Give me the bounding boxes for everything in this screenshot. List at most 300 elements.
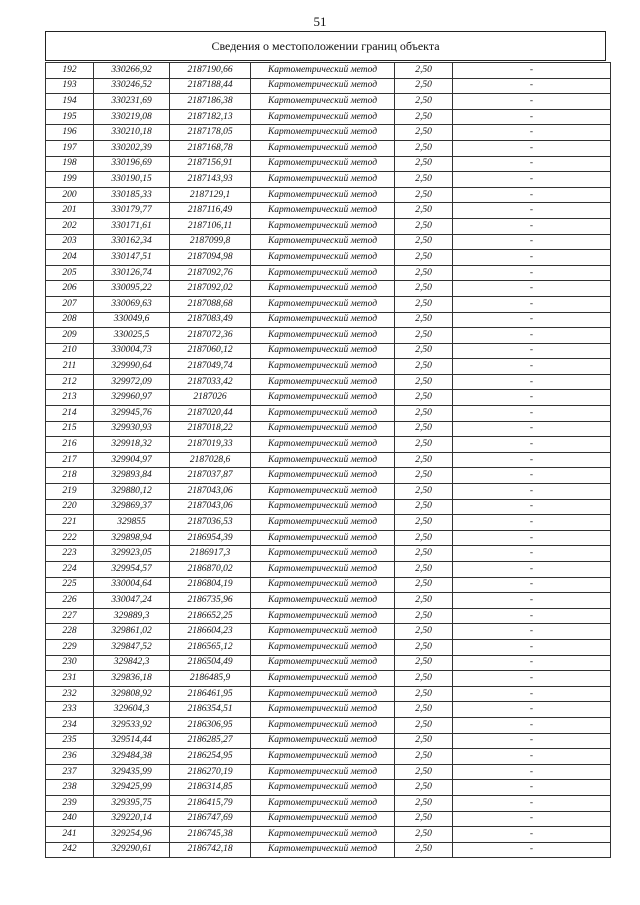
accuracy-cell: 2,50	[395, 639, 453, 655]
y-coordinate-cell: 2187083,49	[170, 312, 251, 328]
description-cell: -	[453, 842, 611, 858]
method-cell: Картометрический метод	[251, 671, 395, 687]
table-row	[46, 359, 611, 375]
accuracy-cell: 2,50	[395, 218, 453, 234]
description-cell: -	[453, 187, 611, 203]
table-row	[46, 437, 611, 453]
y-coordinate-cell: 2187190,66	[170, 63, 251, 79]
y-coordinate-cell: 2186354,51	[170, 702, 251, 718]
y-coordinate-cell: 2186504,49	[170, 655, 251, 671]
point-number-cell: 219	[46, 484, 94, 500]
x-coordinate-cell: 330231,69	[94, 94, 170, 110]
y-coordinate-cell: 2186565,12	[170, 639, 251, 655]
method-cell: Картометрический метод	[251, 78, 395, 94]
accuracy-cell: 2,50	[395, 655, 453, 671]
point-number-cell: 229	[46, 639, 94, 655]
table-row	[46, 281, 611, 297]
accuracy-cell: 2,50	[395, 577, 453, 593]
table-row	[46, 250, 611, 266]
description-cell: -	[453, 250, 611, 266]
table-row	[46, 265, 611, 281]
y-coordinate-cell: 2186314,85	[170, 780, 251, 796]
y-coordinate-cell: 2187168,78	[170, 140, 251, 156]
accuracy-cell: 2,50	[395, 312, 453, 328]
table-row	[46, 577, 611, 593]
y-coordinate-cell: 2187028,6	[170, 452, 251, 468]
accuracy-cell: 2,50	[395, 749, 453, 765]
accuracy-cell: 2,50	[395, 390, 453, 406]
method-cell: Картометрический метод	[251, 234, 395, 250]
method-cell: Картометрический метод	[251, 827, 395, 843]
accuracy-cell: 2,50	[395, 437, 453, 453]
point-number-cell: 236	[46, 749, 94, 765]
description-cell: -	[453, 733, 611, 749]
x-coordinate-cell: 329484,38	[94, 749, 170, 765]
table-row	[46, 515, 611, 531]
coordinates-table	[45, 62, 611, 858]
description-cell: -	[453, 63, 611, 79]
point-number-cell: 204	[46, 250, 94, 266]
point-number-cell: 208	[46, 312, 94, 328]
table-row	[46, 156, 611, 172]
table-row	[46, 733, 611, 749]
y-coordinate-cell: 2186652,25	[170, 608, 251, 624]
method-cell: Картометрический метод	[251, 780, 395, 796]
accuracy-cell: 2,50	[395, 733, 453, 749]
x-coordinate-cell: 330266,92	[94, 63, 170, 79]
accuracy-cell: 2,50	[395, 686, 453, 702]
point-number-cell: 231	[46, 671, 94, 687]
accuracy-cell: 2,50	[395, 546, 453, 562]
description-cell: -	[453, 125, 611, 141]
table-row	[46, 749, 611, 765]
method-cell: Картометрический метод	[251, 421, 395, 437]
point-number-cell: 221	[46, 515, 94, 531]
description-cell: -	[453, 265, 611, 281]
point-number-cell: 237	[46, 764, 94, 780]
method-cell: Картометрический метод	[251, 686, 395, 702]
point-number-cell: 197	[46, 140, 94, 156]
x-coordinate-cell: 329898,94	[94, 530, 170, 546]
description-cell: -	[453, 109, 611, 125]
description-cell: -	[453, 140, 611, 156]
y-coordinate-cell: 2186254,95	[170, 749, 251, 765]
method-cell: Картометрический метод	[251, 390, 395, 406]
method-cell: Картометрический метод	[251, 468, 395, 484]
accuracy-cell: 2,50	[395, 296, 453, 312]
accuracy-cell: 2,50	[395, 94, 453, 110]
description-cell: -	[453, 577, 611, 593]
y-coordinate-cell: 2187072,36	[170, 328, 251, 344]
x-coordinate-cell: 330047,24	[94, 593, 170, 609]
description-cell: -	[453, 328, 611, 344]
y-coordinate-cell: 2186461,95	[170, 686, 251, 702]
method-cell: Картометрический метод	[251, 187, 395, 203]
accuracy-cell: 2,50	[395, 530, 453, 546]
y-coordinate-cell: 2187143,93	[170, 172, 251, 188]
x-coordinate-cell: 329893,84	[94, 468, 170, 484]
table-row	[46, 764, 611, 780]
point-number-cell: 228	[46, 624, 94, 640]
method-cell: Картометрический метод	[251, 842, 395, 858]
point-number-cell: 207	[46, 296, 94, 312]
x-coordinate-cell: 330202,39	[94, 140, 170, 156]
method-cell: Картометрический метод	[251, 764, 395, 780]
point-number-cell: 232	[46, 686, 94, 702]
point-number-cell: 241	[46, 827, 94, 843]
x-coordinate-cell: 329861,02	[94, 624, 170, 640]
x-coordinate-cell: 329923,05	[94, 546, 170, 562]
description-cell: -	[453, 608, 611, 624]
point-number-cell: 213	[46, 390, 94, 406]
description-cell: -	[453, 717, 611, 733]
y-coordinate-cell: 2187106,11	[170, 218, 251, 234]
point-number-cell: 198	[46, 156, 94, 172]
description-cell: -	[453, 421, 611, 437]
description-cell: -	[453, 671, 611, 687]
point-number-cell: 201	[46, 203, 94, 219]
section-title: Сведения о местоположении границ объекта	[45, 31, 606, 61]
accuracy-cell: 2,50	[395, 842, 453, 858]
point-number-cell: 194	[46, 94, 94, 110]
table-row	[46, 686, 611, 702]
x-coordinate-cell: 329869,37	[94, 499, 170, 515]
table-row	[46, 140, 611, 156]
point-number-cell: 223	[46, 546, 94, 562]
description-cell: -	[453, 218, 611, 234]
description-cell: -	[453, 764, 611, 780]
y-coordinate-cell: 2186870,02	[170, 562, 251, 578]
description-cell: -	[453, 624, 611, 640]
accuracy-cell: 2,50	[395, 203, 453, 219]
description-cell: -	[453, 749, 611, 765]
method-cell: Картометрический метод	[251, 359, 395, 375]
y-coordinate-cell: 2187182,13	[170, 109, 251, 125]
point-number-cell: 242	[46, 842, 94, 858]
point-number-cell: 239	[46, 795, 94, 811]
x-coordinate-cell: 329604,3	[94, 702, 170, 718]
y-coordinate-cell: 2186604,23	[170, 624, 251, 640]
table-row	[46, 842, 611, 858]
method-cell: Картометрический метод	[251, 343, 395, 359]
table-row	[46, 390, 611, 406]
point-number-cell: 217	[46, 452, 94, 468]
table-row	[46, 546, 611, 562]
x-coordinate-cell: 330004,64	[94, 577, 170, 593]
x-coordinate-cell: 330049,6	[94, 312, 170, 328]
accuracy-cell: 2,50	[395, 78, 453, 94]
y-coordinate-cell: 2186954,39	[170, 530, 251, 546]
description-cell: -	[453, 639, 611, 655]
description-cell: -	[453, 281, 611, 297]
x-coordinate-cell: 330190,15	[94, 172, 170, 188]
accuracy-cell: 2,50	[395, 484, 453, 500]
accuracy-cell: 2,50	[395, 140, 453, 156]
table-row	[46, 343, 611, 359]
accuracy-cell: 2,50	[395, 795, 453, 811]
point-number-cell: 195	[46, 109, 94, 125]
method-cell: Картометрический метод	[251, 156, 395, 172]
x-coordinate-cell: 330004,73	[94, 343, 170, 359]
point-number-cell: 203	[46, 234, 94, 250]
method-cell: Картометрический метод	[251, 63, 395, 79]
x-coordinate-cell: 329425,99	[94, 780, 170, 796]
description-cell: -	[453, 686, 611, 702]
point-number-cell: 214	[46, 406, 94, 422]
y-coordinate-cell: 2187092,76	[170, 265, 251, 281]
method-cell: Картометрический метод	[251, 452, 395, 468]
description-cell: -	[453, 484, 611, 500]
y-coordinate-cell: 2186745,38	[170, 827, 251, 843]
x-coordinate-cell: 330095,22	[94, 281, 170, 297]
method-cell: Картометрический метод	[251, 624, 395, 640]
table-row	[46, 374, 611, 390]
point-number-cell: 218	[46, 468, 94, 484]
method-cell: Картометрический метод	[251, 172, 395, 188]
y-coordinate-cell: 2187036,53	[170, 515, 251, 531]
x-coordinate-cell: 330162,34	[94, 234, 170, 250]
point-number-cell: 199	[46, 172, 94, 188]
description-cell: -	[453, 296, 611, 312]
accuracy-cell: 2,50	[395, 406, 453, 422]
x-coordinate-cell: 330179,77	[94, 203, 170, 219]
method-cell: Картометрический метод	[251, 484, 395, 500]
method-cell: Картометрический метод	[251, 499, 395, 515]
accuracy-cell: 2,50	[395, 468, 453, 484]
method-cell: Картометрический метод	[251, 203, 395, 219]
method-cell: Картометрический метод	[251, 140, 395, 156]
y-coordinate-cell: 2187043,06	[170, 499, 251, 515]
method-cell: Картометрический метод	[251, 406, 395, 422]
method-cell: Картометрический метод	[251, 94, 395, 110]
y-coordinate-cell: 2187156,91	[170, 156, 251, 172]
accuracy-cell: 2,50	[395, 172, 453, 188]
description-cell: -	[453, 234, 611, 250]
table-row	[46, 125, 611, 141]
point-number-cell: 196	[46, 125, 94, 141]
y-coordinate-cell: 2187094,98	[170, 250, 251, 266]
x-coordinate-cell: 329855	[94, 515, 170, 531]
method-cell: Картометрический метод	[251, 109, 395, 125]
y-coordinate-cell: 2187060,12	[170, 343, 251, 359]
accuracy-cell: 2,50	[395, 452, 453, 468]
method-cell: Картометрический метод	[251, 515, 395, 531]
table-row	[46, 63, 611, 79]
accuracy-cell: 2,50	[395, 281, 453, 297]
y-coordinate-cell: 2187092,02	[170, 281, 251, 297]
table-row	[46, 608, 611, 624]
y-coordinate-cell: 2187018,22	[170, 421, 251, 437]
x-coordinate-cell: 329220,14	[94, 811, 170, 827]
method-cell: Картометрический метод	[251, 702, 395, 718]
description-cell: -	[453, 499, 611, 515]
y-coordinate-cell: 2187099,8	[170, 234, 251, 250]
table-row	[46, 172, 611, 188]
x-coordinate-cell: 329889,3	[94, 608, 170, 624]
accuracy-cell: 2,50	[395, 187, 453, 203]
table-row	[46, 109, 611, 125]
description-cell: -	[453, 156, 611, 172]
boundary-section	[45, 31, 606, 858]
description-cell: -	[453, 390, 611, 406]
point-number-cell: 225	[46, 577, 94, 593]
table-row	[46, 811, 611, 827]
point-number-cell: 200	[46, 187, 94, 203]
method-cell: Картометрический метод	[251, 562, 395, 578]
description-cell: -	[453, 172, 611, 188]
table-row	[46, 312, 611, 328]
description-cell: -	[453, 468, 611, 484]
table-row	[46, 795, 611, 811]
x-coordinate-cell: 329842,3	[94, 655, 170, 671]
coordinates-table-body	[46, 63, 611, 858]
table-row	[46, 624, 611, 640]
y-coordinate-cell: 2187019,33	[170, 437, 251, 453]
description-cell: -	[453, 312, 611, 328]
accuracy-cell: 2,50	[395, 234, 453, 250]
table-row	[46, 406, 611, 422]
y-coordinate-cell: 2187037,87	[170, 468, 251, 484]
point-number-cell: 212	[46, 374, 94, 390]
description-cell: -	[453, 374, 611, 390]
description-cell: -	[453, 546, 611, 562]
y-coordinate-cell: 2187129,1	[170, 187, 251, 203]
accuracy-cell: 2,50	[395, 811, 453, 827]
x-coordinate-cell: 330196,69	[94, 156, 170, 172]
accuracy-cell: 2,50	[395, 156, 453, 172]
x-coordinate-cell: 330069,63	[94, 296, 170, 312]
method-cell: Картометрический метод	[251, 795, 395, 811]
description-cell: -	[453, 343, 611, 359]
point-number-cell: 235	[46, 733, 94, 749]
x-coordinate-cell: 330171,61	[94, 218, 170, 234]
description-cell: -	[453, 593, 611, 609]
method-cell: Картометрический метод	[251, 811, 395, 827]
method-cell: Картометрический метод	[251, 733, 395, 749]
method-cell: Картометрический метод	[251, 250, 395, 266]
x-coordinate-cell: 329880,12	[94, 484, 170, 500]
point-number-cell: 210	[46, 343, 94, 359]
page-number: 51	[313, 14, 327, 29]
point-number-cell: 192	[46, 63, 94, 79]
accuracy-cell: 2,50	[395, 250, 453, 266]
description-cell: -	[453, 78, 611, 94]
method-cell: Картометрический метод	[251, 312, 395, 328]
table-row	[46, 78, 611, 94]
x-coordinate-cell: 329847,52	[94, 639, 170, 655]
table-row	[46, 562, 611, 578]
table-row	[46, 827, 611, 843]
x-coordinate-cell: 329533,92	[94, 717, 170, 733]
table-row	[46, 94, 611, 110]
x-coordinate-cell: 329514,44	[94, 733, 170, 749]
table-row	[46, 702, 611, 718]
y-coordinate-cell: 2186415,79	[170, 795, 251, 811]
x-coordinate-cell: 329254,96	[94, 827, 170, 843]
accuracy-cell: 2,50	[395, 624, 453, 640]
description-cell: -	[453, 795, 611, 811]
accuracy-cell: 2,50	[395, 328, 453, 344]
y-coordinate-cell: 2187049,74	[170, 359, 251, 375]
description-cell: -	[453, 406, 611, 422]
point-number-cell: 234	[46, 717, 94, 733]
table-row	[46, 421, 611, 437]
method-cell: Картометрический метод	[251, 608, 395, 624]
point-number-cell: 224	[46, 562, 94, 578]
accuracy-cell: 2,50	[395, 421, 453, 437]
description-cell: -	[453, 655, 611, 671]
description-cell: -	[453, 452, 611, 468]
point-number-cell: 227	[46, 608, 94, 624]
description-cell: -	[453, 94, 611, 110]
x-coordinate-cell: 330185,33	[94, 187, 170, 203]
x-coordinate-cell: 330126,74	[94, 265, 170, 281]
x-coordinate-cell: 330210,18	[94, 125, 170, 141]
accuracy-cell: 2,50	[395, 702, 453, 718]
y-coordinate-cell: 2187088,68	[170, 296, 251, 312]
method-cell: Картометрический метод	[251, 265, 395, 281]
table-row	[46, 639, 611, 655]
point-number-cell: 206	[46, 281, 94, 297]
x-coordinate-cell: 329395,75	[94, 795, 170, 811]
x-coordinate-cell: 329904,97	[94, 452, 170, 468]
table-row	[46, 328, 611, 344]
accuracy-cell: 2,50	[395, 780, 453, 796]
accuracy-cell: 2,50	[395, 374, 453, 390]
y-coordinate-cell: 2186747,69	[170, 811, 251, 827]
y-coordinate-cell: 2187020,44	[170, 406, 251, 422]
point-number-cell: 211	[46, 359, 94, 375]
x-coordinate-cell: 329990,64	[94, 359, 170, 375]
method-cell: Картометрический метод	[251, 749, 395, 765]
description-cell: -	[453, 437, 611, 453]
x-coordinate-cell: 329945,76	[94, 406, 170, 422]
description-cell: -	[453, 203, 611, 219]
y-coordinate-cell: 2186804,19	[170, 577, 251, 593]
y-coordinate-cell: 2186485,9	[170, 671, 251, 687]
y-coordinate-cell: 2186306,95	[170, 717, 251, 733]
x-coordinate-cell: 329836,18	[94, 671, 170, 687]
description-cell: -	[453, 530, 611, 546]
table-row	[46, 499, 611, 515]
accuracy-cell: 2,50	[395, 63, 453, 79]
x-coordinate-cell: 329930,93	[94, 421, 170, 437]
x-coordinate-cell: 329435,99	[94, 764, 170, 780]
table-row	[46, 203, 611, 219]
table-row	[46, 780, 611, 796]
table-row	[46, 234, 611, 250]
accuracy-cell: 2,50	[395, 515, 453, 531]
y-coordinate-cell: 2187043,06	[170, 484, 251, 500]
description-cell: -	[453, 359, 611, 375]
method-cell: Картометрический метод	[251, 577, 395, 593]
point-number-cell: 205	[46, 265, 94, 281]
accuracy-cell: 2,50	[395, 593, 453, 609]
method-cell: Картометрический метод	[251, 218, 395, 234]
table-row	[46, 530, 611, 546]
method-cell: Картометрический метод	[251, 639, 395, 655]
y-coordinate-cell: 2186917,3	[170, 546, 251, 562]
table-row	[46, 296, 611, 312]
x-coordinate-cell: 330147,51	[94, 250, 170, 266]
accuracy-cell: 2,50	[395, 717, 453, 733]
point-number-cell: 238	[46, 780, 94, 796]
accuracy-cell: 2,50	[395, 499, 453, 515]
point-number-cell: 233	[46, 702, 94, 718]
description-cell: -	[453, 562, 611, 578]
point-number-cell: 215	[46, 421, 94, 437]
point-number-cell: 226	[46, 593, 94, 609]
